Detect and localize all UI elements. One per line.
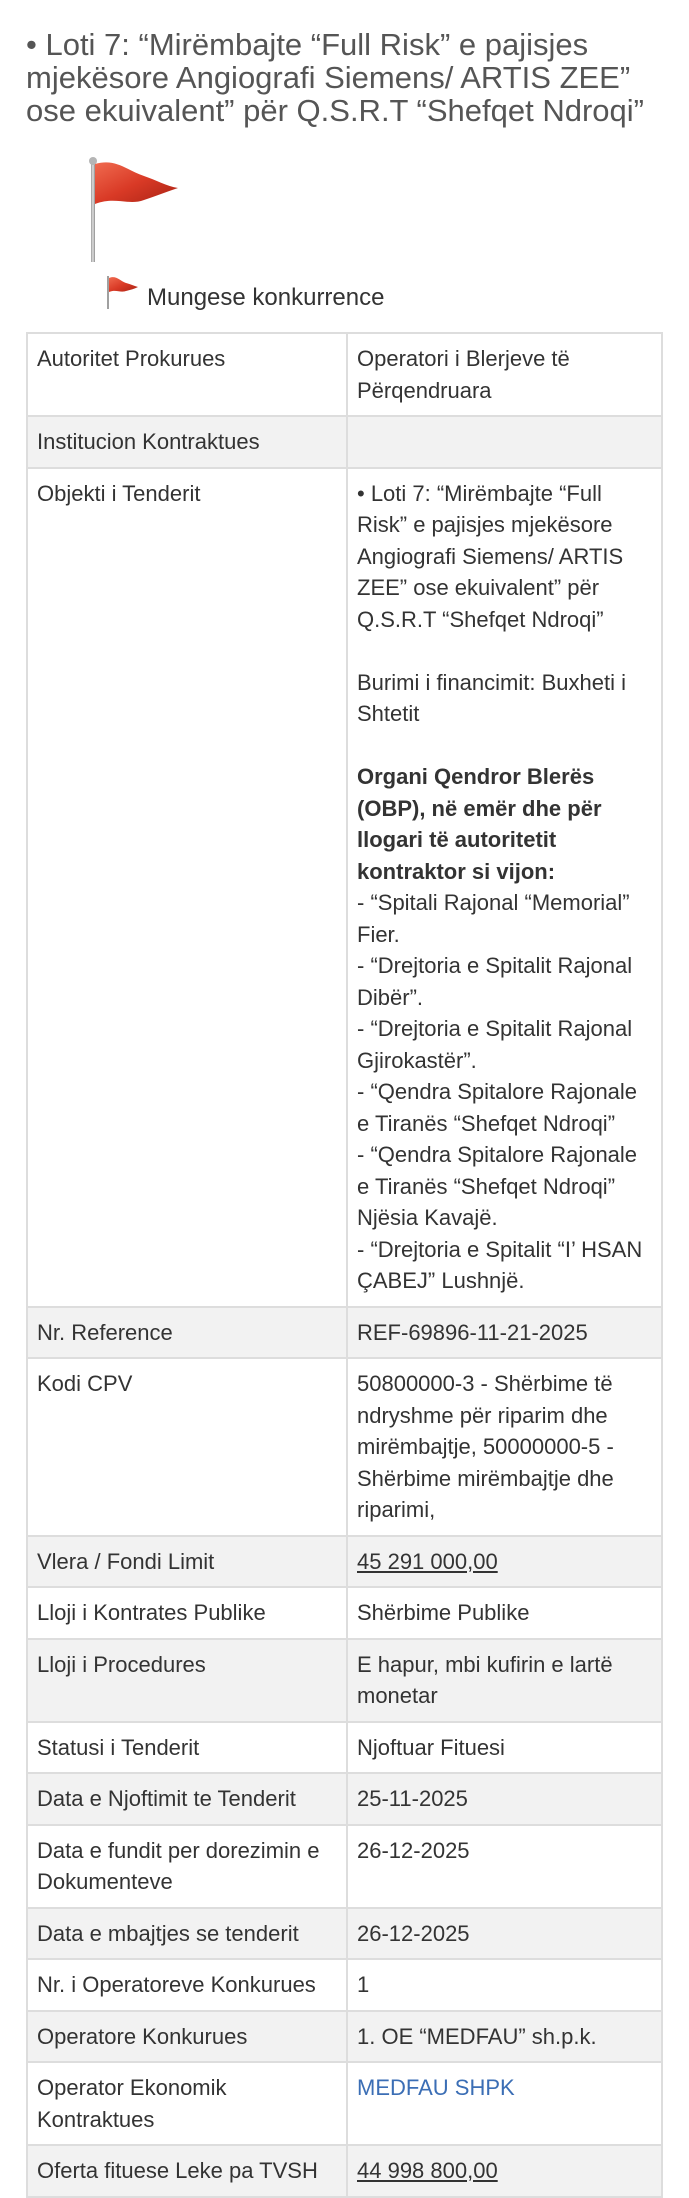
- table-row: [27, 2011, 662, 2063]
- table-row: [27, 1536, 662, 1588]
- row-value: [347, 416, 662, 468]
- row-value: [347, 1536, 662, 1588]
- table-row: [27, 1908, 662, 1960]
- row-label: Statusi i Tenderit: [27, 1722, 347, 1774]
- row-label: Data e fundit per dorezimin e Dokumenteve: [27, 1825, 347, 1908]
- row-value: Shërbime Publike: [347, 1587, 662, 1639]
- status-flag: [104, 272, 384, 312]
- row-value: REF-69896-11-21-2025: [347, 1307, 662, 1359]
- row-value: [347, 2062, 662, 2145]
- page-title: • Loti 7: “Mirëmbajte “Full Risk” e pajisjes mjekësore Angiografi Siemens/ ARTIS ZEE” ose ekuivalent” për Q.S.R.T “Shefqet Ndroqi”: [26, 27, 644, 128]
- beneficiary-item: - “Qendra Spitalore Rajonale e Tiranës “Shefqet Ndroqi”: [357, 1079, 638, 1136]
- table-row: [27, 1307, 662, 1359]
- row-value: 1: [347, 1959, 662, 2011]
- beneficiary-item: - “Drejtoria e Spitalit Rajonal Gjirokastër”.: [357, 1016, 633, 1073]
- tender-details-table: [26, 332, 663, 2198]
- row-value: 26-12-2025: [347, 1908, 662, 1960]
- table-row: [27, 1825, 662, 1908]
- row-label: Operatore Konkurues: [27, 2011, 347, 2063]
- row-label: Lloji i Procedures: [27, 1639, 347, 1722]
- tender-description: • Loti 7: “Mirëmbajte “Full Risk” e pajisjes mjekësore Angiografi Siemens/ ARTIS ZEE” ose ekuivalent” për Q.S.R.T “Shefqet Ndroqi”: [357, 480, 624, 632]
- beneficiary-item: - “Drejtoria e Spitalit “I’ HSAN ÇABEJ” Lushnjë.: [357, 1236, 643, 1293]
- table-row: [27, 2145, 662, 2197]
- red-flag-icon: [104, 274, 140, 310]
- row-label: Lloji i Kontrates Publike: [27, 1587, 347, 1639]
- row-value: 1. OE “MEDFAU” sh.p.k.: [347, 2011, 662, 2063]
- tender-object-cell: [347, 468, 662, 1307]
- beneficiary-item: - “Qendra Spitalore Rajonale e Tiranës “Shefqet Ndroqi” Njësia Kavajë.: [357, 1142, 638, 1230]
- table-row: [27, 1639, 662, 1722]
- row-label: Kodi CPV: [27, 1358, 347, 1536]
- row-label: Oferta fituese Leke pa TVSH: [27, 2145, 347, 2197]
- row-label: Autoritet Prokurues: [27, 333, 347, 416]
- row-label: Nr. i Operatoreve Konkurues: [27, 1959, 347, 2011]
- row-label: Operator Ekonomik Kontraktues: [27, 2062, 347, 2145]
- fund-limit-value[interactable]: 45 291 000,00: [357, 1548, 498, 1574]
- contracting-operator-link[interactable]: MEDFAU SHPK: [357, 2075, 515, 2100]
- row-value: 50800000-3 - Shërbime të ndryshme për riparim dhe mirëmbajtje, 50000000-5 - Shërbime mirëmbajtje dhe riparimi,: [347, 1358, 662, 1536]
- row-value: [347, 2145, 662, 2197]
- table-row: [27, 1722, 662, 1774]
- table-row: [27, 468, 662, 1307]
- beneficiary-item: - “Drejtoria e Spitalit Rajonal Dibër”.: [357, 953, 633, 1010]
- table-row: [27, 2062, 662, 2145]
- row-label: Data e mbajtjes se tenderit: [27, 1908, 347, 1960]
- organ-heading: Organi Qendror Blerës (OBP), në emër dhe për llogari të autoritetit kontraktor si vijon:: [357, 764, 602, 884]
- row-label: Objekti i Tenderit: [27, 468, 347, 1307]
- beneficiary-item: - “Spitali Rajonal “Memorial” Fier.: [357, 890, 630, 947]
- red-flag-icon: [86, 156, 186, 264]
- winning-offer-value[interactable]: 44 998 800,00: [357, 2158, 498, 2183]
- funding-source: Burimi i financimit: Buxheti i Shtetit: [357, 669, 626, 726]
- row-label: Vlera / Fondi Limit: [27, 1536, 347, 1588]
- table-row: [27, 416, 662, 468]
- row-value: Njoftuar Fituesi: [347, 1722, 662, 1774]
- row-value: Operatori i Blerjeve të Përqendruara: [347, 333, 662, 416]
- table-row: [27, 333, 662, 416]
- table-row: [27, 1587, 662, 1639]
- status-flag-label: Mungese konkurrence: [147, 284, 385, 311]
- row-label: Institucion Kontraktues: [27, 416, 347, 468]
- row-value: 25-11-2025: [347, 1773, 662, 1825]
- table-row: [27, 1773, 662, 1825]
- table-row: [27, 1959, 662, 2011]
- row-label: Data e Njoftimit te Tenderit: [27, 1773, 347, 1825]
- table-row: [27, 1358, 662, 1536]
- row-value: 26-12-2025: [347, 1825, 662, 1908]
- row-label: Nr. Reference: [27, 1307, 347, 1359]
- row-value: E hapur, mbi kufirin e lartë monetar: [347, 1639, 662, 1722]
